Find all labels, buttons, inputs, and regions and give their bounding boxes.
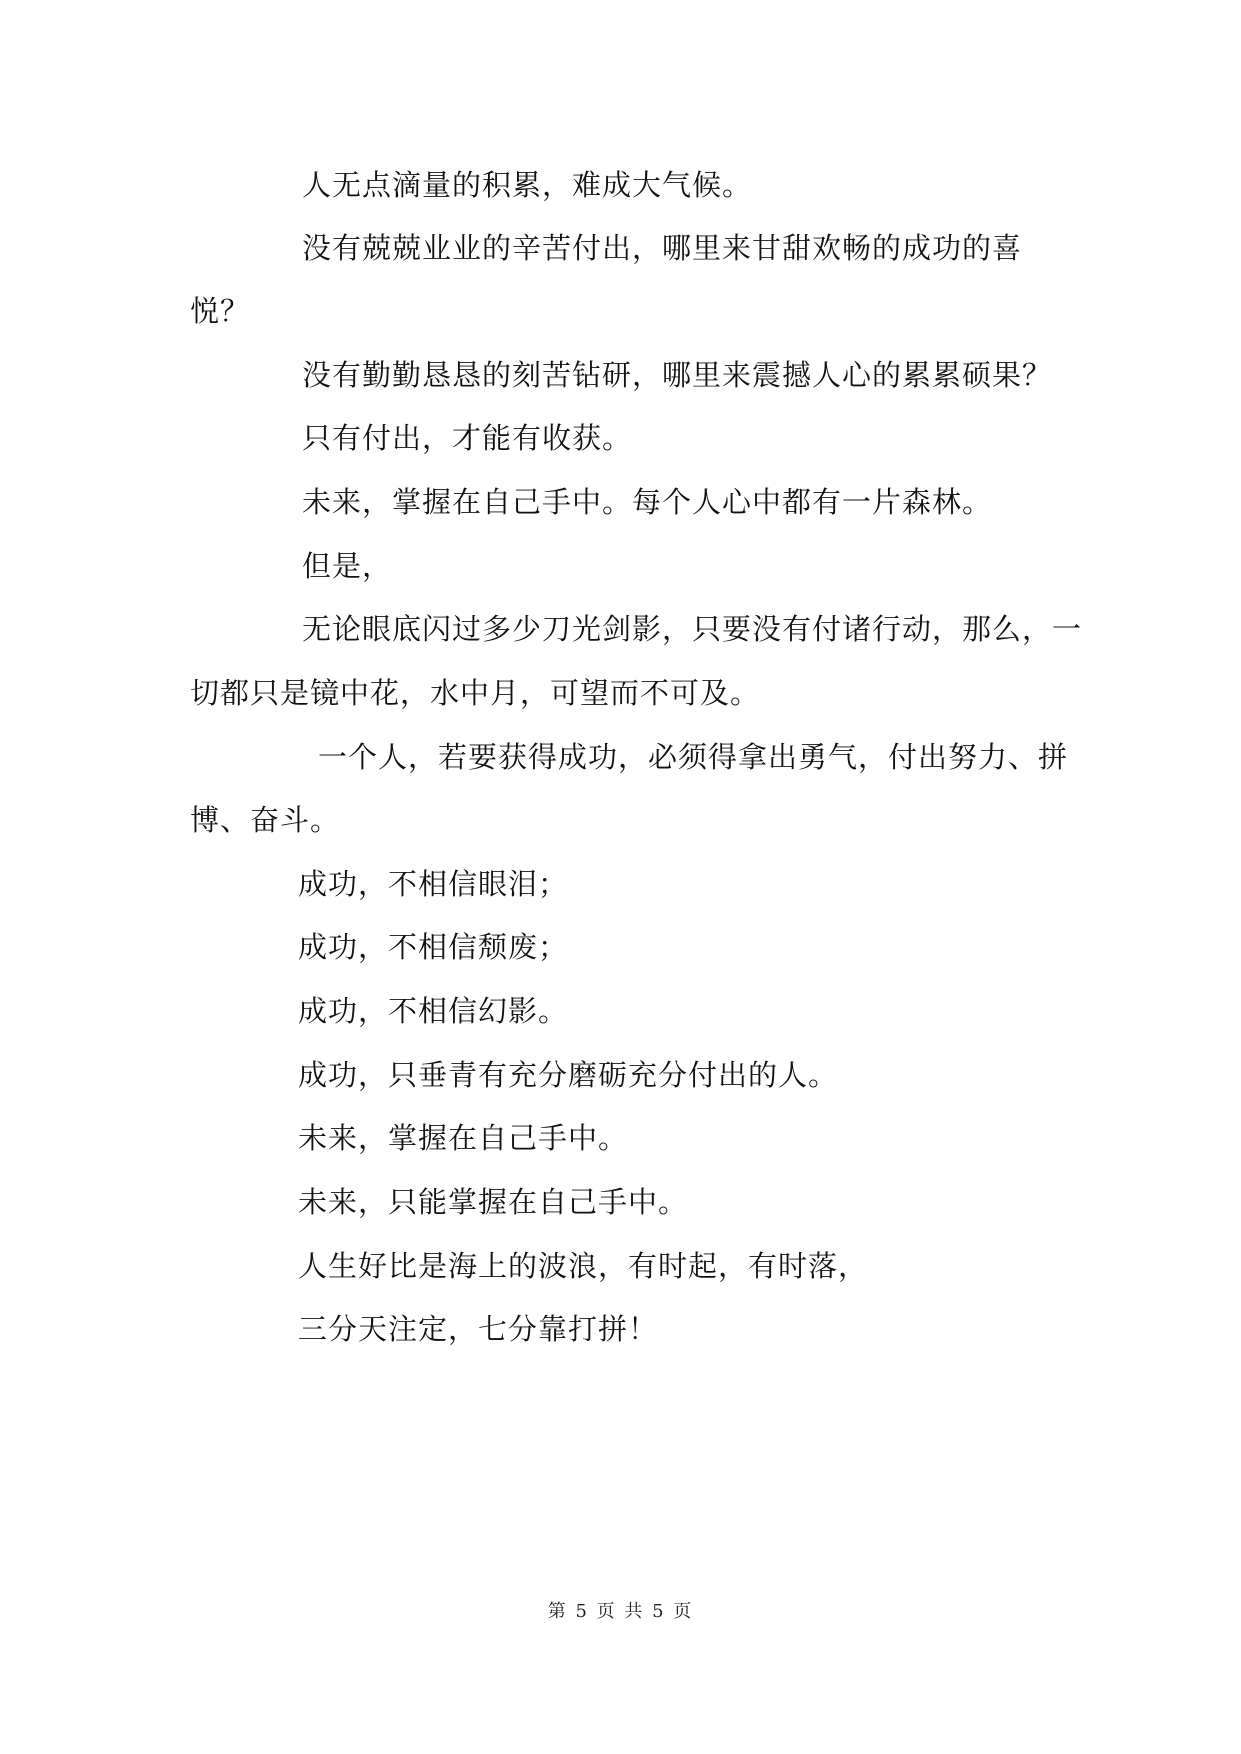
paragraph-line: 成功，不相信颓废； — [298, 930, 569, 964]
paragraph-line: 博、奋斗。 — [190, 803, 341, 837]
paragraph-line: 一个人，若要获得成功，必须得拿出勇气，付出努力、拼 — [318, 740, 1069, 774]
paragraph-line: 成功，只垂青有充分磨砺充分付出的人。 — [298, 1058, 839, 1092]
paragraph-line: 未来，只能掌握在自己手中。 — [298, 1185, 689, 1219]
paragraph-line: 但是， — [302, 549, 393, 583]
paragraph-line: 成功，不相信幻影。 — [298, 994, 569, 1028]
paragraph-line: 人生好比是海上的波浪，有时起，有时落， — [298, 1249, 869, 1283]
paragraph-line: 只有付出，才能有收获。 — [302, 421, 633, 455]
paragraph-line: 未来，掌握在自己手中。每个人心中都有一片森林。 — [302, 485, 993, 519]
paragraph-line: 未来，掌握在自己手中。 — [298, 1121, 629, 1155]
paragraph-line: 切都只是镜中花，水中月，可望而不可及。 — [190, 676, 761, 710]
paragraph-line: 没有勤勤恳恳的刻苦钻研，哪里来震撼人心的累累硕果？ — [302, 358, 1053, 392]
paragraph-line: 悦？ — [190, 294, 251, 328]
paragraph-line: 人无点滴量的积累，难成大气候。 — [302, 168, 753, 202]
paragraph-line: 无论眼底闪过多少刀光剑影，只要没有付诸行动，那么，一 — [302, 612, 1083, 646]
page-footer: 第 5 页 共 5 页 — [547, 1601, 694, 1622]
paragraph-line: 成功，不相信眼泪； — [298, 867, 569, 901]
paragraph-line: 三分天注定，七分靠打拼！ — [298, 1312, 659, 1346]
paragraph-line: 没有兢兢业业的辛苦付出，哪里来甘甜欢畅的成功的喜 — [302, 231, 1023, 265]
